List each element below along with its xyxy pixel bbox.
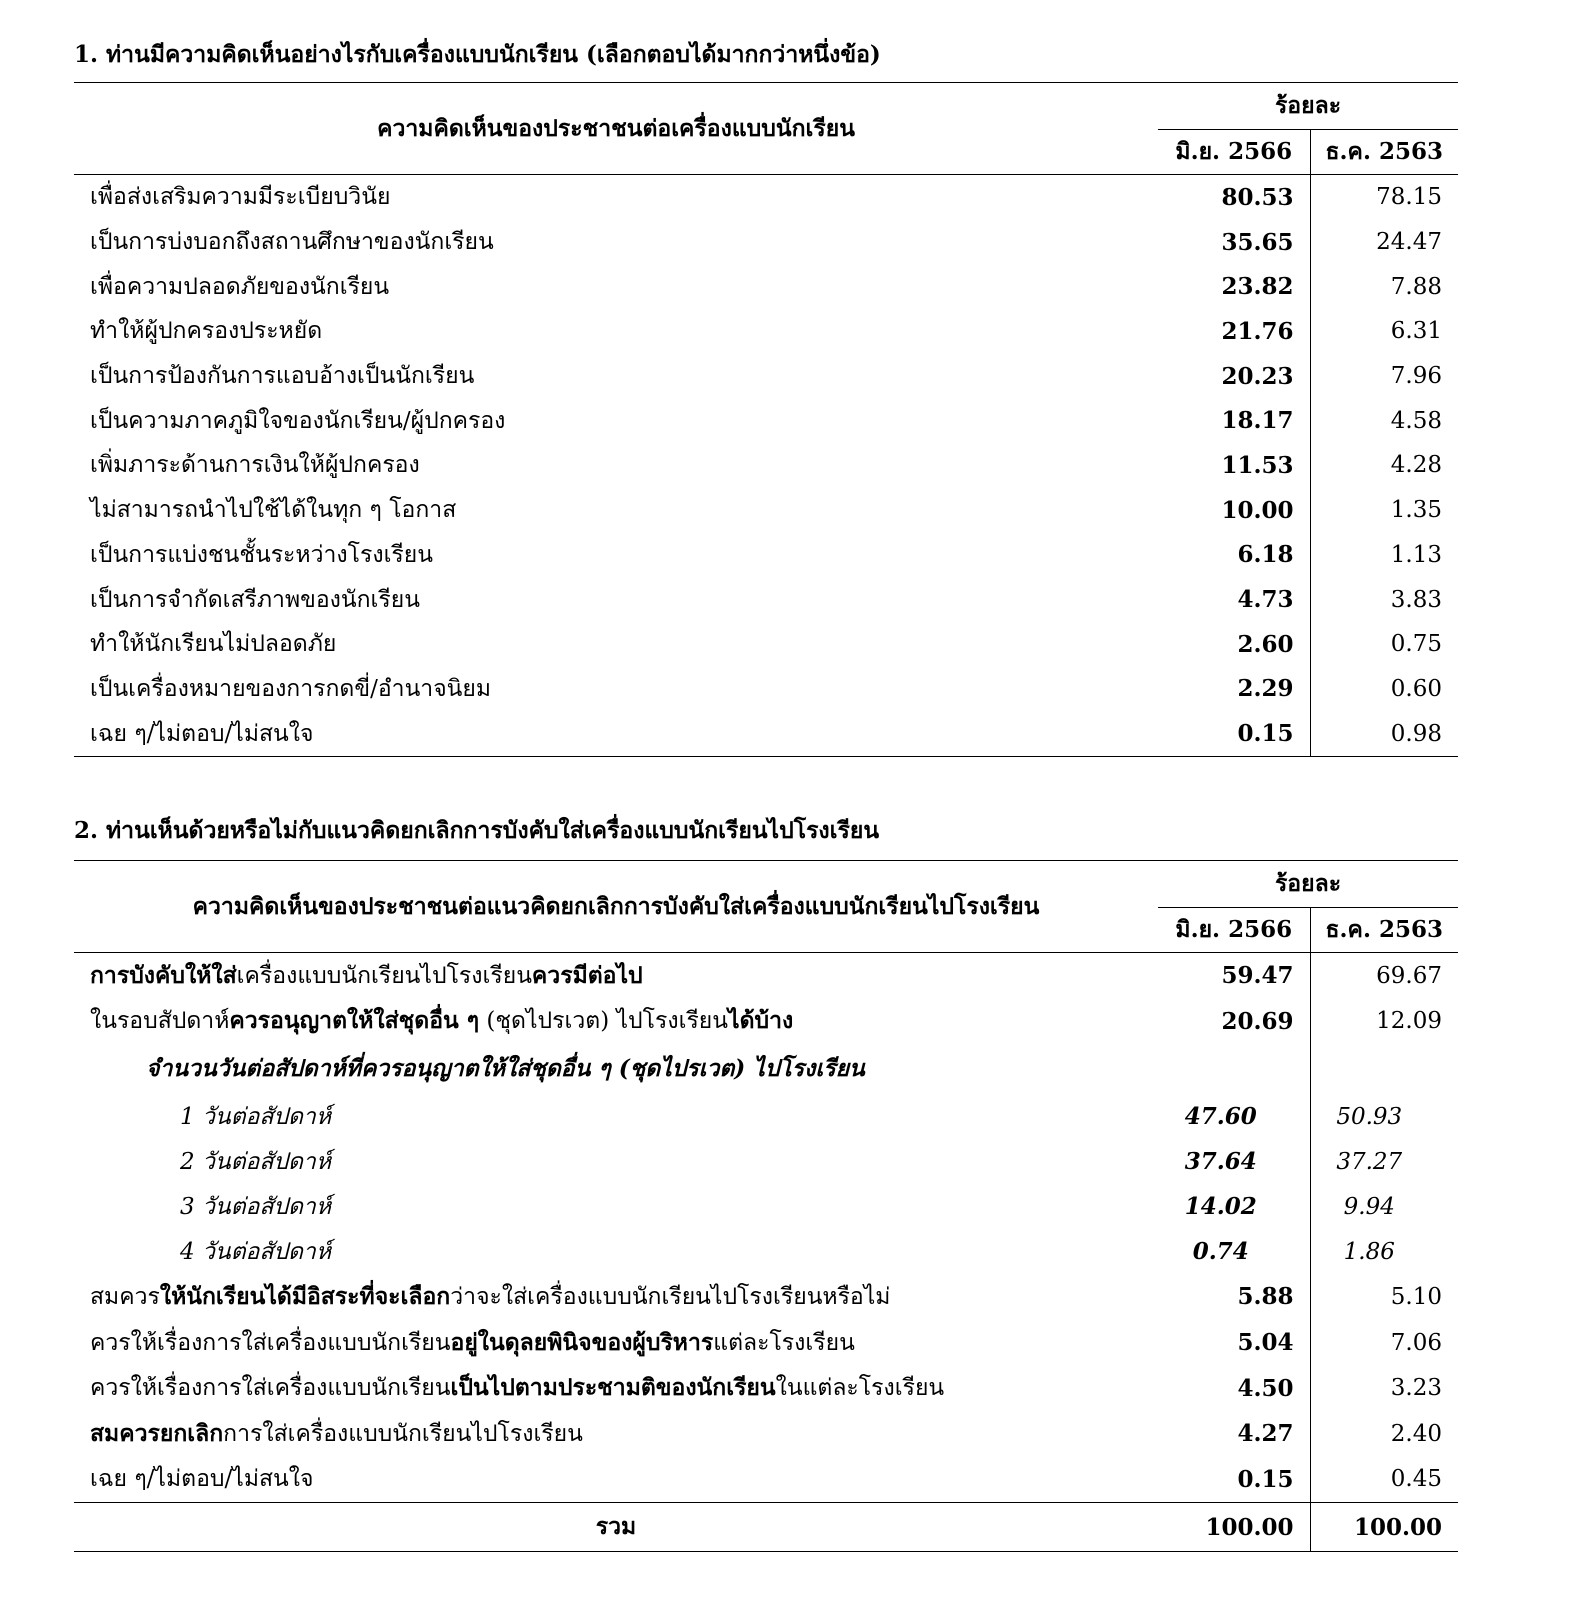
value-jun-2566: 0.74 [1158,1229,1310,1274]
total-dec-2563: 100.00 [1310,1503,1458,1552]
row-label: เป็นการแบ่งชนชั้นระหว่างโรงเรียน [90,541,433,568]
value-dec-2563: 4.58 [1390,407,1442,434]
value-jun-2566: 20.69 [1158,999,1310,1045]
total-jun-2566: 100.00 [1158,1503,1310,1552]
value-dec-2563: 37.27 [1336,1148,1403,1175]
value-jun-2566: 59.47 [1158,953,1310,999]
label-text: ในรอบสัปดาห์ [90,1008,230,1035]
row-label: 1 วันต่อสัปดาห์ [180,1103,331,1130]
table-row [74,309,1458,354]
value-jun-2566: 14.02 [1158,1184,1310,1229]
table-row [74,220,1458,265]
row-label: เฉย ๆ/ไม่ตอบ/ไม่สนใจ [74,711,1158,756]
label-emphasis: ควรอนุญาตให้ใส่ชุดอื่น ๆ [229,1007,480,1035]
value-dec-2563: 9.94 [1343,1193,1395,1220]
subheading-label: จำนวนวันต่อสัปดาห์ที่ควรอนุญาตให้ใส่ชุดอื่น ๆ (ชุดไปรเวต) ไปโรงเรียน [146,1055,865,1083]
row-label: เฉย ๆ/ไม่ตอบ/ไม่สนใจ [90,1466,314,1493]
row-label: เป็นการจำกัดเสรีภาพของนักเรียน [90,586,420,613]
value-dec-2563: 2.40 [1390,1420,1442,1447]
label-emphasis: ควรมีต่อไป [531,961,643,989]
row-label: เพื่อส่งเสริมความมีระเบียบวินัย [90,184,391,211]
value-dec-2563: 1.86 [1343,1238,1395,1265]
row-label: เป็นความภาคภูมิใจของนักเรียน/ผู้ปกครอง [90,407,506,434]
value-jun-2566: 20.23 [1158,354,1310,399]
table-row [74,1229,1458,1274]
row-label [74,1274,1158,1320]
value-dec-2563: 0.98 [1310,711,1458,756]
table-row [74,443,1458,488]
row-label [74,999,1158,1045]
table-row [74,354,1458,399]
label-text: ในแต่ละโรงเรียน [775,1375,945,1402]
value-dec-2563: 1.35 [1390,497,1442,524]
label-emphasis: อยู่ในดุลยพินิจของผู้บริหาร [450,1328,714,1356]
table-1-col-jun-2566: มิ.ย. 2566 [1158,130,1310,175]
section-1-table [74,82,1458,757]
table-1-percent-header: ร้อยละ [1158,83,1458,130]
table-row [74,711,1458,756]
row-label: 4 วันต่อสัปดาห์ [180,1238,331,1265]
value-jun-2566: 4.73 [1158,577,1310,622]
value-dec-2563: 3.83 [1390,586,1442,613]
value-jun-2566: 10.00 [1158,488,1310,533]
value-dec-2563: 3.23 [1390,1375,1442,1402]
label-text: ว่าจะใส่เครื่องแบบนักเรียนไปโรงเรียนหรือไม่ [450,1283,891,1310]
label-text: แต่ละโรงเรียน [713,1329,855,1356]
row-label: เพิ่มภาระด้านการเงินให้ผู้ปกครอง [90,452,420,479]
value-dec-2563: 0.75 [1390,631,1442,658]
value-dec-2563: 7.06 [1390,1329,1442,1356]
table-row [74,533,1458,578]
row-label [74,1320,1158,1366]
value-jun-2566: 5.88 [1158,1274,1310,1320]
row-label [74,1365,1158,1411]
value-jun-2566 [1158,1044,1310,1094]
table-row [74,1320,1458,1366]
section-2-title: 2. ท่านเห็นด้วยหรือไม่กับแนวคิดยกเลิกการบังคับใส่เครื่องแบบนักเรียนไปโรงเรียน [74,817,880,844]
value-jun-2566: 21.76 [1158,309,1310,354]
value-dec-2563: 4.28 [1390,452,1442,479]
value-dec-2563: 24.47 [1376,229,1442,256]
value-dec-2563 [1310,1044,1458,1094]
row-label [74,1411,1158,1457]
row-label: ทำให้ผู้ปกครองประหยัด [90,318,323,345]
table-row [74,1365,1458,1411]
row-label [74,953,1158,999]
section-2-table [74,860,1458,1552]
table-2-col-jun-2566: มิ.ย. 2566 [1158,908,1310,953]
row-label: 3 วันต่อสัปดาห์ [180,1193,331,1220]
value-dec-2563: 5.10 [1390,1283,1442,1310]
value-dec-2563: 12.09 [1376,1008,1442,1035]
section-1-title: 1. ท่านมีความคิดเห็นอย่างไรกับเครื่องแบบนักเรียน (เลือกตอบได้มากกว่าหนึ่งข้อ) [74,41,881,68]
value-jun-2566: 11.53 [1158,443,1310,488]
label-emphasis: เป็นไปตามประชามติของนักเรียน [450,1374,776,1402]
row-label: เป็นการป้องกันการแอบอ้างเป็นนักเรียน [90,363,475,390]
row-label: ทำให้นักเรียนไม่ปลอดภัย [90,631,337,658]
label-text: ควรให้เรื่องการใส่เครื่องแบบนักเรียน [90,1329,451,1356]
table-row [74,577,1458,622]
table-row [74,1411,1458,1457]
total-row [74,1503,1458,1552]
value-dec-2563: 0.60 [1390,675,1442,702]
row-label: เป็นเครื่องหมายของการกดขี่/อำนาจนิยม [90,675,492,702]
value-jun-2566: 6.18 [1158,533,1310,578]
value-dec-2563: 7.96 [1390,363,1442,390]
table-row [74,1139,1458,1184]
table-row [74,264,1458,309]
label-emphasis: ให้นักเรียนได้มีอิสระที่จะเลือก [159,1282,451,1310]
value-jun-2566: 0.15 [1158,1457,1310,1503]
value-jun-2566: 23.82 [1158,264,1310,309]
value-jun-2566: 80.53 [1158,175,1310,220]
value-jun-2566: 2.60 [1158,622,1310,667]
table-row [74,953,1458,999]
row-label: เป็นการบ่งบอกถึงสถานศึกษาของนักเรียน [90,229,494,256]
value-jun-2566: 35.65 [1158,220,1310,265]
table-row [74,1457,1458,1503]
value-dec-2563: 7.88 [1390,273,1442,300]
table-row [74,667,1458,712]
value-dec-2563: 50.93 [1336,1103,1403,1130]
value-dec-2563: 78.15 [1376,184,1442,211]
table-row [74,488,1458,533]
value-dec-2563: 1.13 [1390,541,1442,568]
label-text: การใส่เครื่องแบบนักเรียนไปโรงเรียน [223,1420,583,1447]
table-row [74,1094,1458,1139]
label-emphasis: สมควรยกเลิก [90,1419,224,1447]
value-jun-2566: 4.50 [1158,1365,1310,1411]
table-2-percent-header: ร้อยละ [1158,861,1458,908]
table-row [74,175,1458,220]
row-label: เพื่อความปลอดภัยของนักเรียน [90,273,390,300]
row-label: ไม่สามารถนำไปใช้ได้ในทุก ๆ โอกาส [90,497,457,524]
total-label: รวม [74,1503,1158,1552]
table-row [74,622,1458,667]
label-text: เครื่องแบบนักเรียนไปโรงเรียน [236,962,532,989]
label-emphasis: การบังคับให้ใส่ [90,961,237,989]
table-1-col-dec-2563: ธ.ค. 2563 [1310,130,1458,175]
label-emphasis: ได้บ้าง [728,1007,794,1035]
value-jun-2566: 5.04 [1158,1320,1310,1366]
value-jun-2566: 4.27 [1158,1411,1310,1457]
table-1-label-header: ความคิดเห็นของประชาชนต่อเครื่องแบบนักเรียน [74,83,1158,175]
label-text: (ชุดไปรเวต) ไปโรงเรียน [479,1008,728,1035]
table-2-label-header: ความคิดเห็นของประชาชนต่อแนวคิดยกเลิกการบังคับใส่เครื่องแบบนักเรียนไปโรงเรียน [74,861,1158,953]
value-jun-2566: 18.17 [1158,398,1310,443]
value-jun-2566: 0.15 [1158,711,1310,756]
value-dec-2563: 69.67 [1376,962,1442,989]
label-text: สมควร [90,1283,160,1310]
subheading-row [74,1044,1458,1094]
row-label: 2 วันต่อสัปดาห์ [180,1148,331,1175]
table-row [74,999,1458,1045]
label-text: ควรให้เรื่องการใส่เครื่องแบบนักเรียน [90,1375,451,1402]
table-row [74,1184,1458,1229]
value-dec-2563: 0.45 [1390,1466,1442,1493]
table-row [74,398,1458,443]
value-jun-2566: 2.29 [1158,667,1310,712]
table-2-col-dec-2563: ธ.ค. 2563 [1310,908,1458,953]
value-jun-2566: 47.60 [1158,1094,1310,1139]
value-jun-2566: 37.64 [1158,1139,1310,1184]
table-row [74,1274,1458,1320]
value-dec-2563: 6.31 [1390,318,1442,345]
